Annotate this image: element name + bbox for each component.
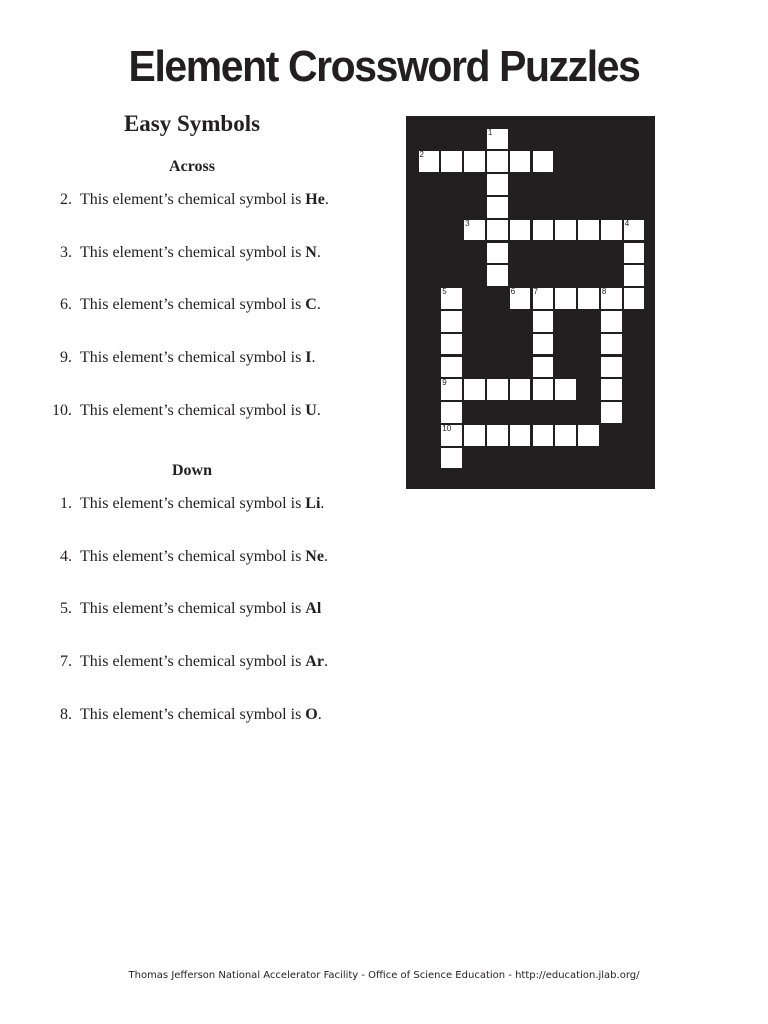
down-clue — [40, 493, 330, 546]
crossword-cell[interactable] — [554, 287, 577, 310]
crossword-cell[interactable] — [440, 447, 463, 470]
crossword-cell[interactable] — [440, 356, 463, 379]
cell-number: 1 — [487, 127, 493, 137]
clue-punctuation: . — [311, 349, 316, 367]
clue-number: 4. — [60, 547, 72, 565]
crossword-cell[interactable] — [463, 424, 486, 447]
footer-credit: Thomas Jefferson National Accelerator Facility - Office of Science Education - http://education.jlab.org/ — [128, 970, 640, 981]
crossword-cell[interactable] — [554, 424, 577, 447]
clue-number: 1. — [60, 495, 72, 512]
clue-symbol: Li — [305, 495, 321, 512]
clue-phrase: This element’s chemical symbol is — [80, 547, 306, 565]
clue-symbol: N — [305, 243, 317, 261]
across-clue-list — [40, 189, 330, 452]
cell-number: 7 — [533, 287, 538, 297]
cell-number: 2 — [419, 150, 424, 160]
clue-text — [80, 493, 330, 514]
crossword-cell[interactable] — [418, 150, 441, 173]
crossword-cell[interactable] — [600, 401, 623, 424]
crossword-cell[interactable] — [440, 310, 463, 333]
crossword-cell[interactable] — [509, 150, 532, 173]
cell-number: 10 — [442, 423, 452, 433]
puzzle-subtitle: Easy Symbols — [123, 111, 261, 136]
crossword-cell[interactable] — [509, 378, 532, 401]
crossword-cell[interactable] — [532, 150, 555, 173]
across-clue — [40, 294, 330, 347]
clue-punctuation: . — [324, 191, 329, 208]
crossword-cell[interactable] — [486, 219, 509, 242]
crossword-cell[interactable] — [440, 287, 463, 310]
clue-phrase: This element’s chemical symbol is — [80, 191, 306, 208]
across-clue — [40, 242, 330, 295]
crossword-cell[interactable] — [554, 378, 577, 401]
clue-number: 6. — [60, 296, 72, 314]
crossword-cell[interactable] — [486, 378, 509, 401]
crossword-cell[interactable] — [463, 219, 486, 242]
crossword-cell[interactable] — [532, 287, 555, 310]
clue-punctuation: . — [320, 495, 325, 512]
cell-number: 5 — [442, 287, 447, 297]
crossword-cell[interactable] — [600, 219, 623, 242]
clue-text — [80, 347, 330, 368]
clue-phrase: This element’s chemical symbol is — [80, 243, 306, 261]
cell-number: 8 — [601, 287, 607, 297]
crossword-cell[interactable] — [509, 287, 532, 310]
crossword-cell[interactable] — [486, 264, 509, 287]
clue-punctuation: . — [316, 243, 321, 261]
crossword-cell[interactable] — [532, 219, 555, 242]
down-clue — [40, 598, 330, 651]
crossword-cell[interactable] — [486, 173, 509, 196]
across-clue — [40, 189, 330, 242]
clue-number: 9. — [60, 349, 72, 367]
crossword-cell[interactable] — [440, 333, 463, 356]
down-clue-list — [40, 493, 330, 756]
crossword-cell[interactable] — [600, 310, 623, 333]
crossword-cell[interactable] — [440, 378, 463, 401]
clue-number: 8. — [60, 705, 72, 723]
clue-text — [80, 651, 330, 672]
clue-text — [80, 546, 330, 567]
clue-symbol: He — [305, 191, 325, 208]
clue-symbol: I — [305, 349, 312, 367]
page-title: Element Crossword Puzzles — [128, 42, 640, 91]
crossword-cell[interactable] — [440, 401, 463, 424]
clue-phrase: This element’s chemical symbol is — [80, 495, 306, 512]
clue-text — [80, 294, 330, 315]
crossword-cell[interactable] — [486, 196, 509, 219]
crossword-cell[interactable] — [509, 424, 532, 447]
down-clue — [40, 651, 330, 704]
clue-phrase: This element’s chemical symbol is — [80, 600, 306, 618]
crossword-cell[interactable] — [577, 287, 600, 310]
clue-number: 3. — [60, 243, 72, 261]
clue-punctuation: . — [323, 653, 328, 671]
crossword-cell[interactable] — [463, 378, 486, 401]
clue-phrase: This element’s chemical symbol is — [80, 653, 306, 671]
crossword-cell[interactable] — [486, 424, 509, 447]
clue-symbol: U — [305, 401, 317, 419]
cell-number: 6 — [510, 287, 516, 297]
crossword-cell[interactable] — [532, 310, 555, 333]
clue-punctuation: . — [316, 401, 321, 419]
clue-text — [80, 189, 330, 210]
clue-symbol: Ar — [305, 653, 324, 671]
crossword-cell[interactable] — [600, 356, 623, 379]
clue-punctuation: . — [316, 296, 321, 314]
cell-number: 9 — [442, 378, 447, 388]
crossword-cell[interactable] — [623, 264, 646, 287]
down-clue — [40, 546, 330, 599]
clue-number: 10. — [52, 401, 72, 419]
crossword-grid — [406, 116, 655, 489]
crossword-cell[interactable] — [440, 150, 463, 173]
crossword-cell[interactable] — [623, 219, 646, 242]
crossword-cell[interactable] — [532, 356, 555, 379]
clue-number: 5. — [60, 600, 72, 618]
crossword-cell[interactable] — [623, 287, 646, 310]
clue-text — [80, 400, 330, 421]
clue-text — [80, 242, 330, 263]
crossword-cell[interactable] — [623, 242, 646, 265]
clue-phrase: This element’s chemical symbol is — [80, 349, 306, 367]
clue-symbol: O — [305, 705, 318, 723]
crossword-cell[interactable] — [600, 287, 623, 310]
across-heading: Across — [169, 158, 215, 175]
clue-text — [80, 704, 330, 725]
crossword-cell[interactable] — [532, 333, 555, 356]
clue-number: 2. — [60, 191, 72, 208]
crossword-cell[interactable] — [486, 242, 509, 265]
crossword-cell[interactable] — [486, 128, 509, 151]
clue-number: 7. — [60, 653, 72, 671]
clue-punctuation: . — [323, 547, 328, 565]
crossword-cell[interactable] — [600, 378, 623, 401]
down-heading: Down — [171, 462, 212, 479]
across-clue — [40, 400, 330, 453]
cell-number: 4 — [624, 218, 630, 228]
clue-phrase: This element’s chemical symbol is — [80, 401, 306, 419]
clue-phrase: This element’s chemical symbol is — [80, 705, 306, 723]
crossword-cell[interactable] — [440, 424, 463, 447]
crossword-cell[interactable] — [509, 219, 532, 242]
down-clue — [40, 704, 330, 757]
crossword-cell[interactable] — [463, 150, 486, 173]
crossword-cell[interactable] — [532, 378, 555, 401]
crossword-cell[interactable] — [600, 333, 623, 356]
clue-symbol: Ne — [305, 547, 324, 565]
clue-symbol: Al — [305, 600, 322, 618]
clue-phrase: This element’s chemical symbol is — [80, 296, 306, 314]
crossword-cell[interactable] — [577, 424, 600, 447]
crossword-cell[interactable] — [554, 219, 577, 242]
crossword-cell[interactable] — [577, 219, 600, 242]
clue-symbol: C — [305, 296, 317, 314]
cell-number: 3 — [465, 218, 470, 228]
crossword-cell[interactable] — [486, 150, 509, 173]
crossword-cell[interactable] — [532, 424, 555, 447]
clue-text — [80, 598, 330, 619]
across-clue — [40, 347, 330, 400]
clue-punctuation: . — [317, 705, 322, 723]
